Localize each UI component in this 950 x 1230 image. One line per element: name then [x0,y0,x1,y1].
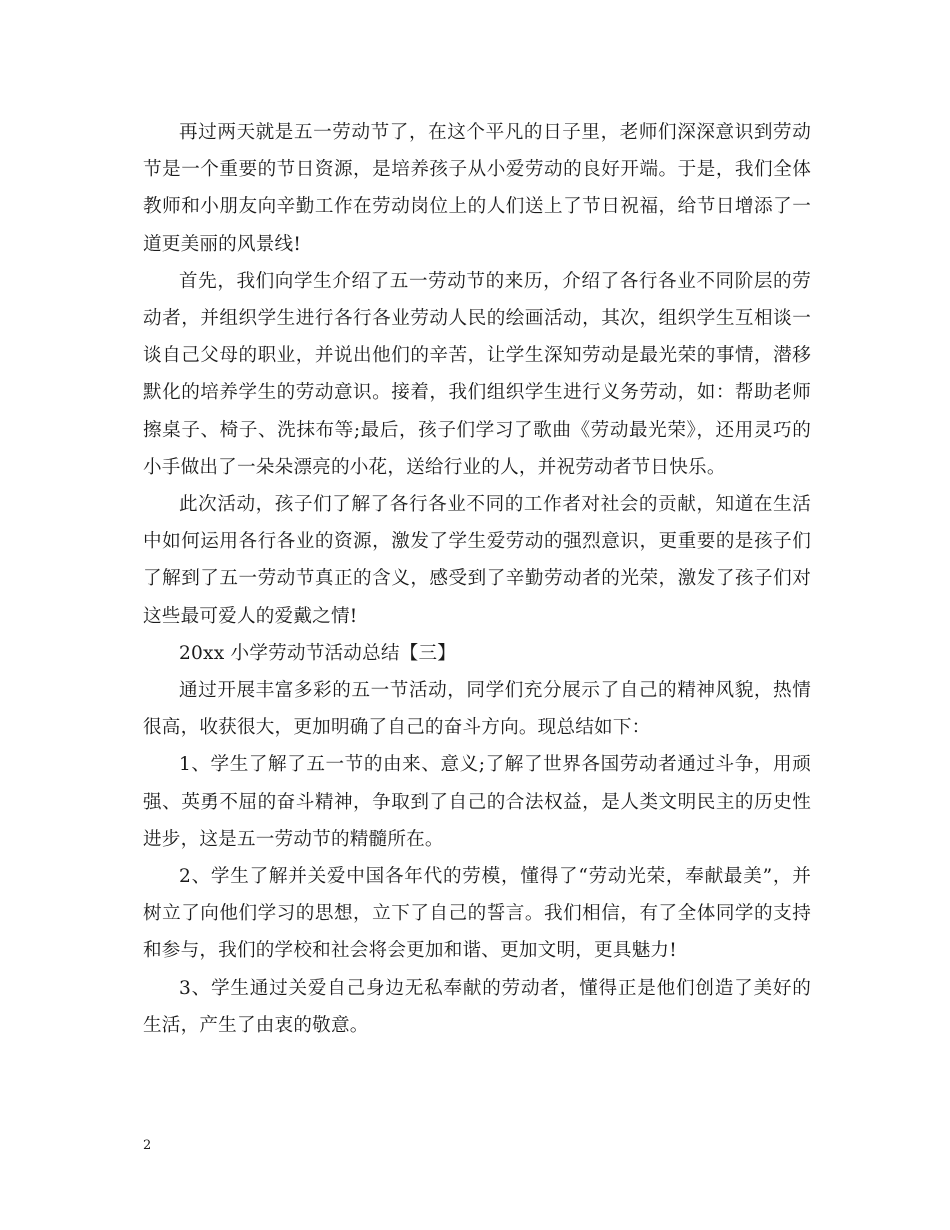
section-heading: 20xx 小学劳动节活动总结【三】 [179,642,457,664]
summary-item-2: 2、学生了解并关爱中国各年代的劳模，懂得了“劳动光荣，奉献最美”，并树立了向他们学习的思想，立下了自己的誓言。我们相信，有了全体同学的支持和参与，我们的学校和社会将会更加和谐、更加文明，更具魅力! [143,866,811,962]
paragraph-outcome: 此次活动，孩子们了解了各行各业不同的工作者对社会的贡献，知道在生活中如何运用各行各业的资源，激发了学生爱劳动的强烈意识，更重要的是孩子们了解到了五一劳动节真正的含义，感受到了辛勤劳动者的光荣，激发了孩子们对这些最可爱人的爱戴之情! [143,494,811,627]
paragraph-activities: 首先，我们向学生介绍了五一劳动节的来历，介绍了各行各业不同阶层的劳动者，并组织学生进行各行各业劳动人民的绘画活动，其次，组织学生互相谈一谈自己父母的职业，并说出他们的辛苦，让学生深知劳动是最光荣的事情，潜移默化的培养学生的劳动意识。接着，我们组织学生进行义务劳动，如：帮助老师擦桌子、椅子、洗抹布等;最后，孩子们学习了歌曲《劳动最光荣》，还用灵巧的小手做出了一朵朵漂亮的小花，送给行业的人，并祝劳动者节日快乐。 [143,270,811,478]
paragraph-intro: 再过两天就是五一劳动节了，在这个平凡的日子里，老师们深深意识到劳动节是一个重要的节日资源，是培养孩子从小爱劳动的良好开端。于是，我们全体教师和小朋友向辛勤工作在劳动岗位上的人们送上了节日祝福，给节日增添了一道更美丽的风景线! [143,122,811,255]
summary-item-3: 3、学生通过关爱自己身边无私奉献的劳动者，懂得正是他们创造了美好的生活，产生了由衷的敬意。 [143,977,811,1036]
paragraph-summary-intro: 通过开展丰富多彩的五一节活动，同学们充分展示了自己的精神风貌，热情很高，收获很大，更加明确了自己的奋斗方向。现总结如下： [143,680,811,739]
page-number: 2 [143,1138,152,1153]
document-body [143,114,811,1044]
summary-item-1: 1、学生了解了五一节的由来、意义;了解了世界各国劳动者通过斗争，用顽强、英勇不屈的奋斗精神，争取到了自己的合法权益，是人类文明民主的历史性进步，这是五一劳动节的精髓所在。 [143,754,811,850]
